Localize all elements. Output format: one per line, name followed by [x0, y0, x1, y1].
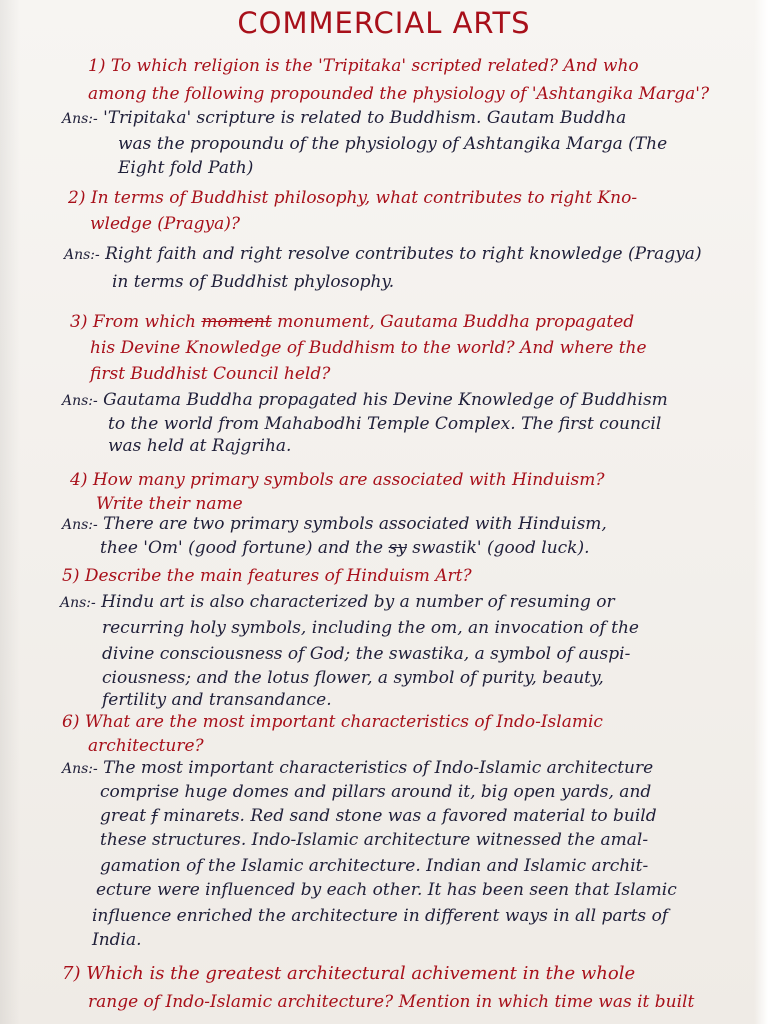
- answer-3: [62, 390, 668, 411]
- answer-text: great: [100, 806, 147, 826]
- question-text: range of Indo-Islamic architecture?: [88, 992, 394, 1012]
- answer-6-line-6: ecture were influenced by each other. It has been seen that Islamic: [96, 880, 677, 900]
- question-text: In terms of Buddhist philosophy, what contributes to right Kno-: [90, 188, 638, 208]
- answer-label: Ans:-: [62, 517, 98, 533]
- answer-label: Ans:-: [62, 111, 98, 127]
- question-6: [62, 712, 603, 732]
- question-number: 5): [62, 566, 80, 586]
- question-7-line-2: [88, 992, 694, 1012]
- page-title: COMMERCIAL ARTS: [237, 6, 531, 40]
- question-1-line-2: among the following propounded the physiology of 'Ashtangika Marga'?: [88, 84, 710, 104]
- answer-text: There are two primary symbols associated with Hinduism,: [103, 514, 607, 534]
- question-number: 1): [88, 56, 106, 76]
- answer-label: Ans:-: [62, 393, 98, 409]
- answer-6: [62, 758, 653, 779]
- answer-text: The most important characteristics of Indo-Islamic architecture: [103, 758, 654, 778]
- question-3: [70, 312, 634, 332]
- struck-word: moment: [201, 312, 272, 332]
- question-number: 3): [70, 312, 88, 332]
- answer-4-line-2: [100, 538, 590, 558]
- question-number: 7): [62, 963, 81, 984]
- answer-1-line-2: was the propoundu of the physiology of Ashtangika Marga (The: [118, 134, 668, 154]
- answer-text: Right faith and right resolve contributes to right knowledge (Pragya): [105, 244, 702, 264]
- answer-6-line-8: India.: [92, 930, 142, 950]
- question-text: What are the most important characteristics of Indo-Islamic: [84, 712, 603, 732]
- answer-5-line-4: ciousness; and the lotus flower, a symbol of purity, beauty,: [102, 668, 604, 688]
- question-text-cont: Mention in which time was it built: [398, 992, 695, 1012]
- question-3-line-3: first Buddhist Council held?: [90, 364, 331, 384]
- question-number: 2): [68, 188, 86, 208]
- answer-5: [60, 592, 615, 613]
- question-3-line-2: his Devine Knowledge of Buddhism to the world? And where the: [90, 338, 647, 358]
- question-7: [62, 964, 635, 984]
- answer-label: Ans:-: [60, 595, 96, 611]
- answer-4: [62, 514, 607, 535]
- answer-3-line-3: was held at Rajgriha.: [108, 436, 292, 456]
- struck-word: sy: [388, 538, 407, 558]
- answer-6-line-5: gamation of the Islamic architecture. Indian and Islamic archit-: [100, 856, 649, 876]
- answer-label: Ans:-: [64, 247, 100, 263]
- question-number: 6): [62, 712, 80, 732]
- answer-text: Hindu art is also characterized by a number of resuming or: [101, 592, 615, 612]
- answer-5-line-2: recurring holy symbols, including the om, an invocation of the: [102, 618, 639, 638]
- struck-word: f: [151, 806, 158, 826]
- question-4: [70, 470, 604, 490]
- answer-text-cont: minarets. Red sand stone was a favored material to build: [163, 806, 657, 826]
- question-number: 4): [70, 470, 88, 490]
- question-text: Describe the main features of Hinduism Art?: [84, 566, 472, 586]
- question-1: [88, 56, 639, 76]
- question-2: [68, 188, 637, 208]
- question-text: From which: [92, 312, 196, 332]
- question-text: How many primary symbols are associated with Hinduism?: [92, 470, 605, 490]
- answer-text: thee 'Om' (good fortune) and the: [100, 538, 384, 558]
- question-2-line-2: wledge (Pragya)?: [90, 214, 240, 234]
- question-text-cont: monument, Gautama Buddha propagated: [277, 312, 635, 332]
- answer-6-line-3: [100, 806, 657, 826]
- answer-6-line-7: influence enriched the architecture in different ways in all parts of: [92, 906, 669, 926]
- answer-2-line-2: in terms of Buddhist phylosophy.: [112, 272, 395, 292]
- answer-3-line-2: to the world from Mahabodhi Temple Complex. The first council: [108, 414, 662, 434]
- question-text: Which is the greatest architectural achivement in the whole: [86, 963, 636, 984]
- answer-2: [64, 244, 702, 265]
- answer-label: Ans:-: [62, 761, 98, 777]
- answer-1: [62, 108, 626, 129]
- answer-1-line-3: Eight fold Path): [118, 158, 254, 178]
- question-5: [62, 566, 472, 586]
- answer-text: Gautama Buddha propagated his Devine Knowledge of Buddhism: [103, 390, 668, 410]
- page-edge: [754, 0, 768, 1024]
- question-text: To which religion is the 'Tripitaka' scripted related? And who: [110, 56, 639, 76]
- answer-6-line-4: these structures. Indo-Islamic architecture witnessed the amal-: [100, 830, 649, 850]
- answer-5-line-3: divine consciousness of God; the swastika, a symbol of auspi-: [102, 644, 631, 664]
- question-4-line-2: Write their name: [96, 494, 243, 514]
- question-6-line-2: architecture?: [88, 736, 204, 756]
- answer-5-line-5: fertility and transandance.: [102, 690, 332, 710]
- answer-6-line-2: comprise huge domes and pillars around it, big open yards, and: [100, 782, 652, 802]
- answer-text: 'Tripitaka' scripture is related to Buddhism. Gautam Buddha: [103, 108, 627, 128]
- answer-text-cont: swastik' (good luck).: [412, 538, 590, 558]
